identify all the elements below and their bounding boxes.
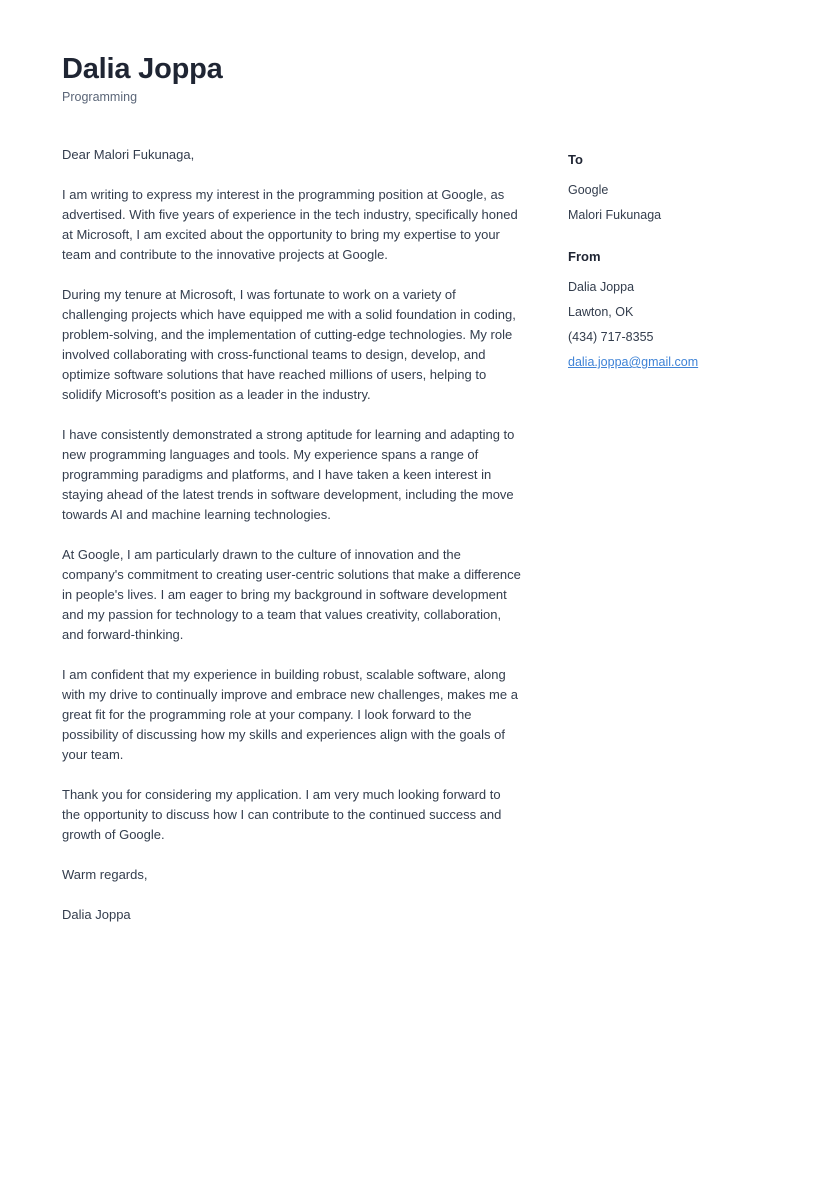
letter-meta-column xyxy=(568,145,788,393)
letter-paragraph: Thank you for considering my application. I am very much looking forward to the opportunity to discuss how I can contribute to the continued success and growth of Google. xyxy=(62,787,502,842)
letter-paragraph: I have consistently demonstrated a strong aptitude for learning and adapting to new programming languages and tools. My experience spans a range of programming paradigms and platforms, and I have taken a keen interest in staying ahead of the latest trends in software development, including the move towards AI and machine learning technologies. xyxy=(62,427,515,522)
salutation: Dear Malori Fukunaga, xyxy=(62,147,195,162)
to-heading: To xyxy=(568,152,583,167)
signature-name: Dalia Joppa xyxy=(62,907,131,922)
recipient-name: Malori Fukunaga xyxy=(568,208,662,222)
letter-paragraph: At Google, I am particularly drawn to the culture of innovation and the company's commitment to creating user-centric solutions that make a difference in people's lives. I am eager to bring my background in software development and my passion for technology to a team that values creativity, collaboration, and forward-thinking. xyxy=(62,547,521,642)
letter-paragraph: I am confident that my experience in building robust, scalable software, along with my drive to continually improve and embrace new challenges, makes me a great fit for the programming role at your company. I look forward to the possibility of discussing how my skills and experiences align with the goals of your team. xyxy=(62,667,518,762)
sender-email-link[interactable]: dalia.joppa@gmail.com xyxy=(568,355,699,369)
letter-paragraph: During my tenure at Microsoft, I was fortunate to work on a variety of challenging projects which have equipped me with a solid foundation in coding, problem-solving, and the implementation of cutting-edge technologies. My role involved collaborating with cross-functional teams to design, develop, and optimize software solutions that have reached millions of users, helping to solidify Microsoft's position as a leader in the industry. xyxy=(62,287,516,402)
letter-header xyxy=(62,52,771,105)
sender-phone: (434) 717-8355 xyxy=(568,330,654,344)
letter-body-column xyxy=(62,145,522,925)
applicant-name: Dalia Joppa xyxy=(62,53,223,85)
from-heading: From xyxy=(568,249,601,264)
sender-name: Dalia Joppa xyxy=(568,280,635,294)
sender-location: Lawton, OK xyxy=(568,305,634,319)
closing-line: Warm regards, xyxy=(62,867,148,882)
applicant-role: Programming xyxy=(62,90,138,104)
letter-columns xyxy=(62,145,771,925)
recipient-company: Google xyxy=(568,183,609,197)
sender-block xyxy=(568,246,788,375)
letter-paragraph: I am writing to express my interest in the programming position at Google, as advertised. With five years of experience in the tech industry, specifically honed at Microsoft, I am excited about the opportunity to bring my expertise to your team and contribute to the innovative projects at Google. xyxy=(62,187,518,262)
recipient-block xyxy=(568,149,788,228)
